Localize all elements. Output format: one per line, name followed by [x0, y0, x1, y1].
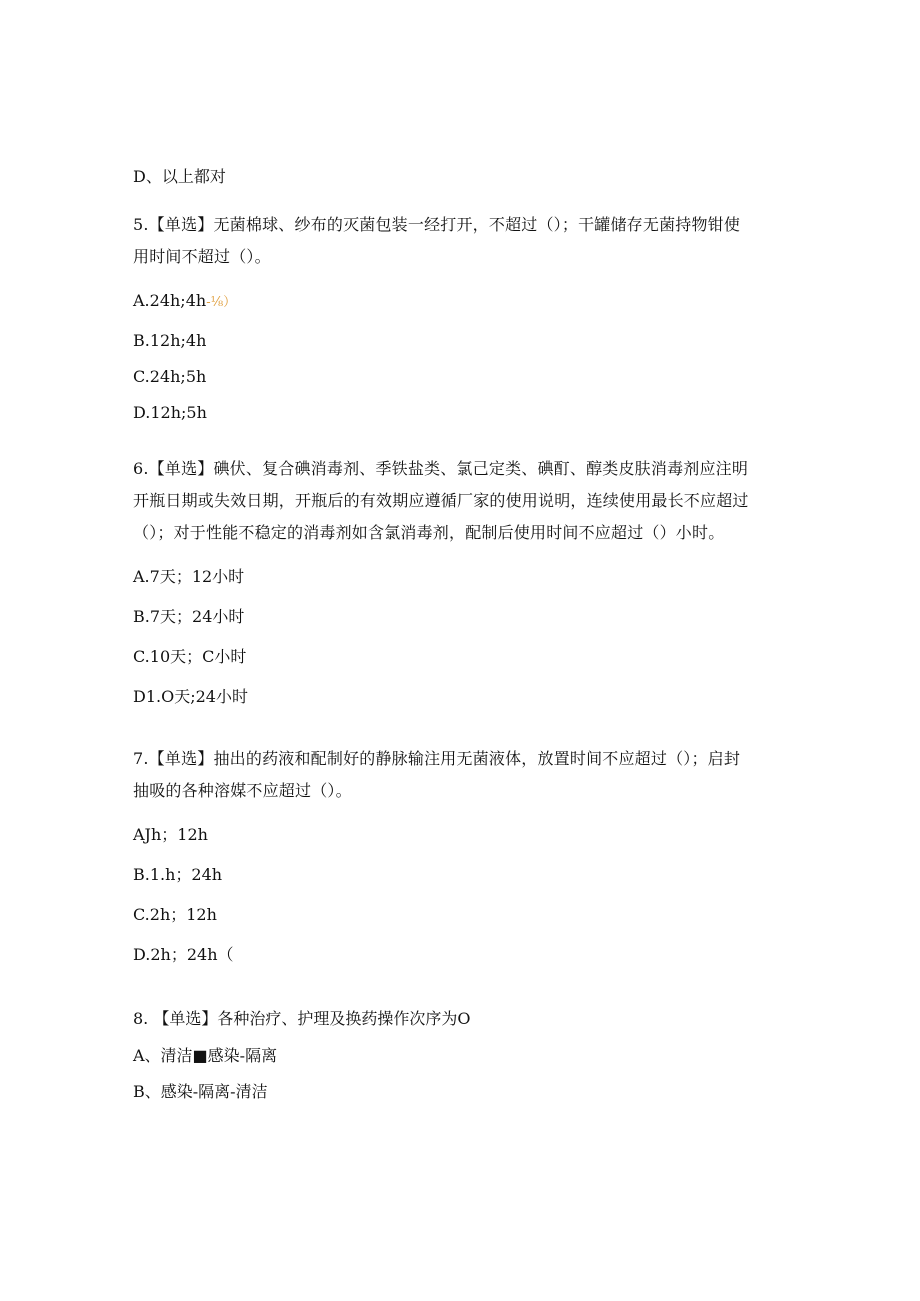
question-6-option-a: A.7天；12小时: [133, 567, 245, 586]
question-8-option-b: B、感染-隔离-清洁: [133, 1082, 268, 1101]
question-5-text-line-2: 用时间不超过（）。: [133, 247, 271, 266]
question-8-text-line-1: 8. 【单选】各种治疗、护理及换药操作次序为O: [133, 1009, 471, 1028]
prev-question-option-d: D、以上都对: [133, 167, 226, 186]
question-7-option-a: AJh；12h: [133, 825, 208, 844]
question-7-option-d: D.2h；24h（: [133, 945, 234, 964]
question-6-text-line-3: （）；对于性能不稳定的消毒剂如含氯消毒剂，配制后使用时间不应超过（）小时。: [133, 523, 725, 542]
question-5-option-b: B.12h;4h: [133, 331, 207, 350]
question-7-text-line-2: 抽吸的各种溶媒不应超过（）。: [133, 781, 352, 800]
question-8-option-a: A、清洁■感染-隔离: [133, 1046, 278, 1065]
question-7-option-c: C.2h；12h: [133, 905, 217, 924]
option-a-text: A.24h;4h: [133, 291, 207, 310]
question-6-text-line-2: 开瓶日期或失效日期，开瓶后的有效期应遵循厂家的使用说明，连续使用最长不应超过: [133, 491, 749, 510]
question-6-option-d: D1.O天;24小时: [133, 687, 248, 706]
question-7-option-b: B.1.h；24h: [133, 865, 223, 884]
question-6-option-c: C.10天；C小时: [133, 647, 247, 666]
question-5-option-a: [133, 291, 236, 313]
question-5-option-d: D.12h;5h: [133, 403, 207, 422]
question-5-text-line-1: 5.【单选】无菌棉球、纱布的灭菌包装一经打开，不超过（）；干罐储存无菌持物钳使: [133, 215, 741, 234]
question-6-option-b: B.7天；24小时: [133, 607, 245, 626]
question-6-text-line-1: 6.【单选】碘伏、复合碘消毒剂、季铁盐类、氯己定类、碘酊、醇类皮肤消毒剂应注明: [133, 459, 749, 478]
question-7-text-line-1: 7.【单选】抽出的药液和配制好的静脉输注用无菌液体，放置时间不应超过（）；启封: [133, 749, 741, 768]
handwritten-mark: -⅛）: [206, 295, 237, 310]
question-5-option-c: C.24h;5h: [133, 367, 207, 386]
